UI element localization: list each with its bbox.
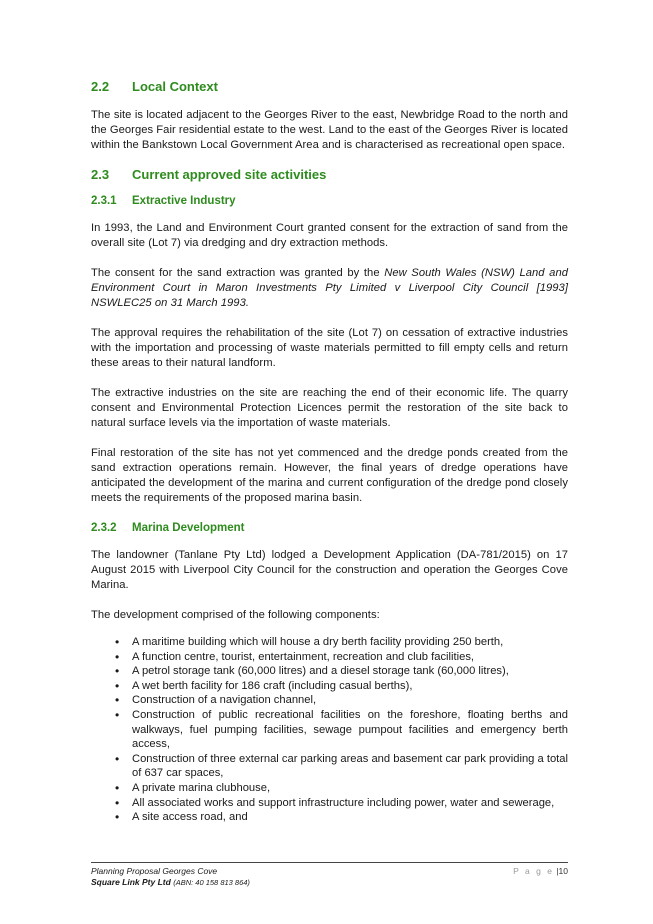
list-item: • Construction of a navigation channel, <box>91 693 568 708</box>
subsection-heading-extractive <box>91 193 568 209</box>
section-heading-current-activities <box>91 166 568 184</box>
footer-document-title: Planning Proposal Georges Cove <box>91 866 218 876</box>
paragraph-extractive-2 <box>91 266 568 311</box>
document-body <box>91 78 568 825</box>
list-item: • A maritime building which will house a dry berth facility providing 250 berth, <box>91 635 568 650</box>
paragraph-lead-text: The consent for the sand extraction was granted by the <box>91 267 385 279</box>
list-item: • All associated works and support infrastructure including power, water and sewerage, <box>91 796 568 811</box>
footer-company-line <box>91 877 568 888</box>
paragraph-marina-2: The development comprised of the following components: <box>91 609 380 621</box>
section-number: 2.2 <box>91 79 110 94</box>
section-number: 2.3 <box>91 167 110 182</box>
page-footer <box>91 862 568 888</box>
footer-page-indicator <box>513 866 568 877</box>
subsection-heading-marina <box>91 520 568 536</box>
paragraph-extractive-5: Final restoration of the site has not yet commenced and the dredge ponds created from the sand extraction operations remain. However, the final years of dredge operations have anticipated the development of the marina and current configuration of the dredge pond closely meets the requirements of the proposed marina basin. <box>91 447 568 504</box>
footer-company-name: Square Link Pty Ltd <box>91 877 171 887</box>
page-label: P a g e <box>513 866 554 876</box>
list-item: • A private marina clubhouse, <box>91 781 568 796</box>
section-heading-local-context <box>91 78 568 96</box>
marina-components-list <box>91 635 568 825</box>
section-title: Local Context <box>132 79 218 94</box>
list-item: • A site access road, and <box>91 810 568 825</box>
paragraph-extractive-1: In 1993, the Land and Environment Court granted consent for the extraction of sand from the overall site (Lot 7) via dredging and dry extraction methods. <box>91 222 568 249</box>
subsection-number: 2.3.2 <box>91 522 117 534</box>
section-title: Current approved site activities <box>132 167 327 182</box>
paragraph-extractive-3: The approval requires the rehabilitation of the site (Lot 7) on cessation of extractive industries with the importation and processing of waste materials permitted to fill empty cells and return these areas to their natural landform. <box>91 327 568 369</box>
list-item: • Construction of three external car parking areas and basement car park providing a total of 637 car spaces, <box>91 752 568 781</box>
paragraph-marina-1: The landowner (Tanlane Pty Ltd) lodged a Development Application (DA-781/2015) on 17 August 2015 with Liverpool City Council for the construction and operation the Georges Cove Marina. <box>91 549 568 591</box>
page-number: |10 <box>556 866 568 876</box>
court-citation: New South Wales (NSW) Land and Environment Court in Maron Investments Pty Limited v Liverpool City Council [1993] NSWLEC25 on 31 March 1993. <box>91 267 568 309</box>
paragraph-extractive-4: The extractive industries on the site are reaching the end of their economic life. The quarry consent and Environmental Protection Licences permit the restoration of the site back to natural surface levels via the importation of waste materials. <box>91 387 568 429</box>
subsection-title: Extractive Industry <box>132 195 236 207</box>
footer-abn: (ABN: 40 158 813 864) <box>173 878 250 887</box>
list-item: • A petrol storage tank (60,000 litres) and a diesel storage tank (60,000 litres), <box>91 664 568 679</box>
subsection-title: Marina Development <box>132 522 245 534</box>
list-item: • Construction of public recreational facilities on the foreshore, floating berths and walkways, fuel pumping facilities, sewage pumpout facilities and emergency berth access, <box>91 708 568 752</box>
subsection-number: 2.3.1 <box>91 195 117 207</box>
list-item: • A wet berth facility for 186 craft (including casual berths), <box>91 679 568 694</box>
list-item: • A function centre, tourist, entertainment, recreation and club facilities, <box>91 650 568 665</box>
paragraph-local-context: The site is located adjacent to the Georges River to the east, Newbridge Road to the north and the Georges Fair residential estate to the west. Land to the east of the Georges River is located within the Bankstown Local Government Area and is characterised as recreational open space. <box>91 109 568 151</box>
